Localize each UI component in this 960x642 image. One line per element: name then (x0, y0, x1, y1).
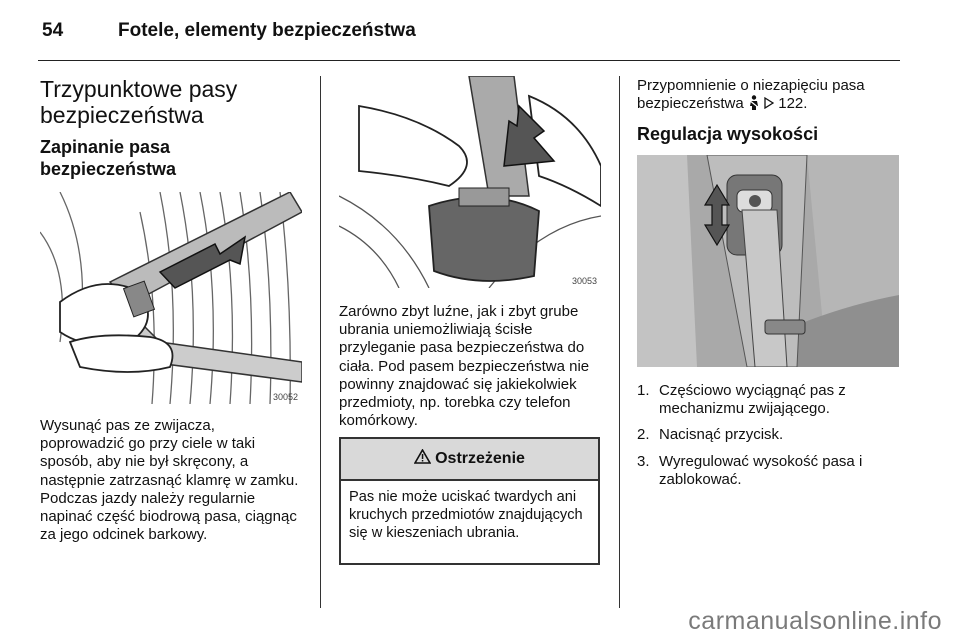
illustration-height-adjuster (637, 155, 899, 367)
step-text: Wyregulować wysokość pasa i zablokować. (659, 452, 863, 488)
warning-header (341, 439, 598, 481)
warning-text: Pas nie może uciskać twardych ani kruchych przedmiotów znajdujących się w kieszeniach ubrania. (349, 489, 583, 541)
step-number: 1. (637, 382, 650, 399)
column-divider-left (320, 76, 321, 608)
watermark: carmanualsonline.info (688, 607, 942, 635)
steps-list (637, 382, 899, 489)
list-item (637, 453, 899, 489)
seatbelt-reminder-note (637, 77, 899, 115)
adjustment-steps (637, 382, 899, 497)
step-text: Częściowo wyciągnąć pas z mechanizmu zwijającego. (659, 382, 846, 418)
illustration-code: 30053 (571, 276, 597, 286)
subsection-heading: Zapinanie pasa bezpieczeństwa (40, 137, 177, 179)
list-item (637, 382, 899, 418)
illustration-code: 30052 (272, 392, 298, 402)
chapter-title: Fotele, elementy bezpieczeństwa (118, 20, 416, 41)
height-adjustment-heading: Regulacja wysokości (637, 124, 819, 144)
step-text: Nacisnąć przycisk. (659, 426, 784, 444)
clothing-note: Zarówno zbyt luźne, jak i zbyt grube ubrania uniemożliwiają ścisłe przyleganie pasa bezpieczeństwa do ciała. Pod pasem bezpieczeństwa nie powinny znajdować się jakiekolwiek przedmioty, np. torebka czy telefon komórkowy. (339, 303, 590, 430)
warning-box (339, 437, 600, 565)
reminder-page-number: 122. (778, 95, 808, 113)
warning-triangle-icon (414, 449, 431, 469)
list-item (637, 426, 899, 444)
header-divider (38, 60, 900, 61)
step-number: 2. (637, 426, 650, 444)
column-divider-right (619, 76, 620, 608)
illustration-buckle (339, 76, 601, 288)
reminder-line: Przypomnienie o niezapięciu pasa (637, 77, 865, 94)
page-reference-arrow-icon (764, 96, 774, 114)
step-number: 3. (637, 452, 650, 470)
seatbelt-icon (748, 95, 760, 115)
illustration-fastening-belt (40, 192, 302, 404)
reminder-reference (637, 95, 899, 115)
fastening-instructions: Wysunąć pas ze zwijacza, poprowadzić go przy ciele w taki sposób, aby nie był skręcony, a następnie zatrzasnąć klamrę w zamku. Podczas jazdy należy regularnie napinać część biodrową pasa, ciągnąc za jego odcinek barkowy. (40, 417, 299, 544)
section-heading: Trzypunktowe pasy bezpieczeństwa (40, 76, 238, 128)
reminder-prefix: bezpieczeństwa (637, 95, 744, 113)
page-number: 54 (42, 20, 64, 41)
warning-title: Ostrzeżenie (435, 450, 525, 467)
